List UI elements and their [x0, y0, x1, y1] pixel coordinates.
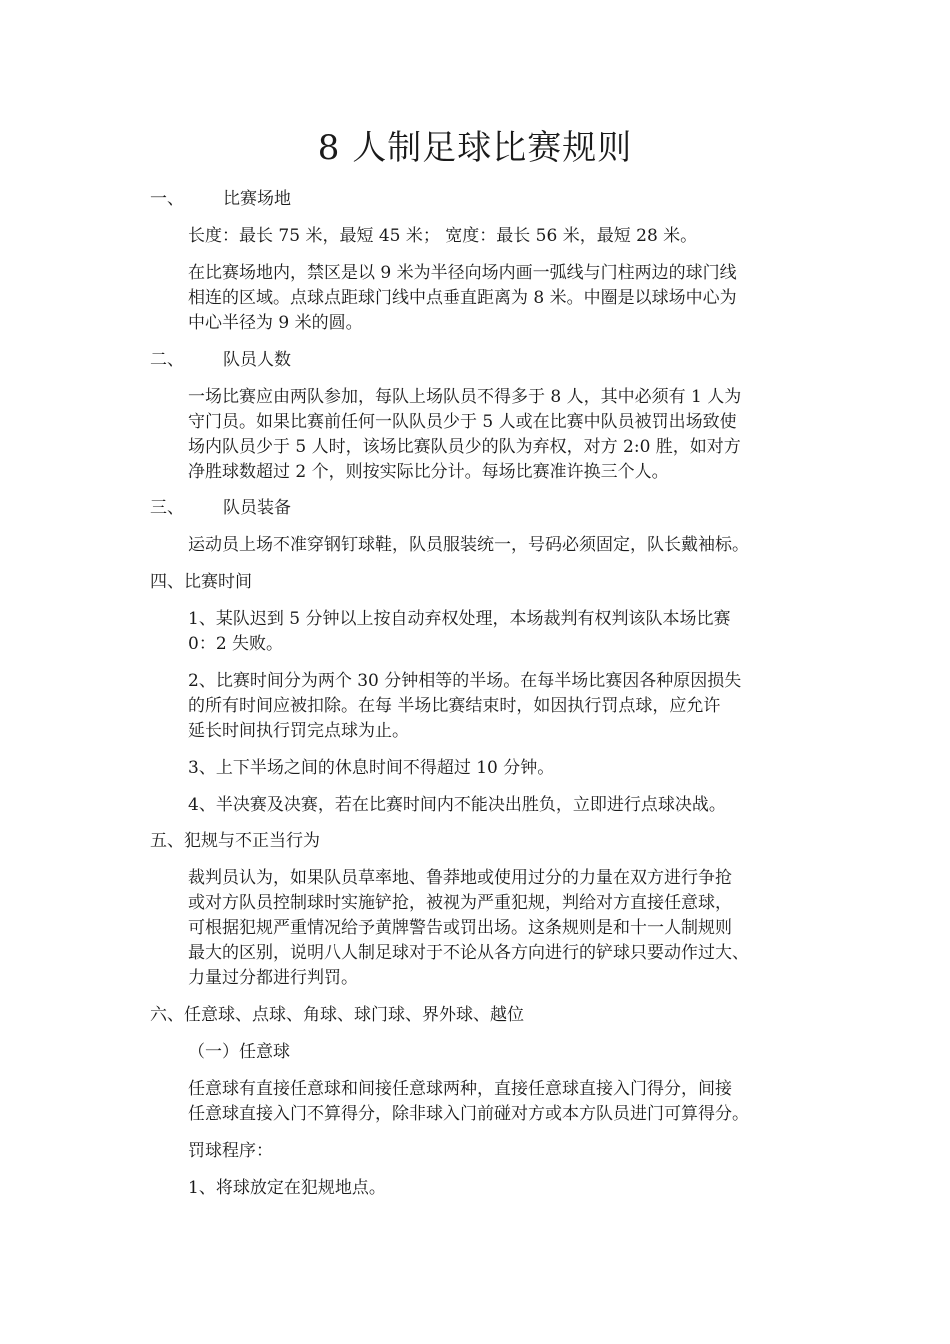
paragraph-line: 守门员。如果比赛前任何一队队员少于 5 人或在比赛中队员被罚出场致使 [188, 412, 737, 432]
section-number: 一、 [150, 189, 184, 209]
page-title: 8 人制足球比赛规则 [317, 128, 633, 168]
section-title: 队员人数 [223, 350, 291, 370]
paragraph-line: 任意球有直接任意球和间接任意球两种，直接任意球直接入门得分，间接 [188, 1079, 732, 1099]
paragraph-line: 延长时间执行罚完点球为止。 [188, 721, 409, 741]
paragraph-line: 或对方队员控制球时实施铲抢，被视为严重犯规，判给对方直接任意球， [188, 893, 732, 913]
subsection-heading: （一）任意球 [188, 1042, 290, 1062]
paragraph-line: 0：2 失败。 [188, 634, 284, 654]
paragraph-line: 2、比赛时间分为两个 30 分钟相等的半场。在每半场比赛因各种原因损失 [188, 671, 742, 691]
section-title: 队员装备 [223, 498, 291, 518]
section-heading: 六、任意球、点球、角球、球门球、界外球、越位 [150, 1005, 524, 1025]
section-number: 三、 [150, 498, 184, 518]
paragraph-line: 净胜球数超过 2 个，则按实际比分计。每场比赛准许换三个人。 [188, 462, 669, 482]
paragraph-line: 4、半决赛及决赛，若在比赛时间内不能决出胜负，立即进行点球决战。 [188, 795, 726, 815]
paragraph-line: 一场比赛应由两队参加，每队上场队员不得多于 8 人，其中必须有 1 人为 [188, 387, 742, 407]
section-heading [150, 496, 291, 520]
paragraph-line: 的所有时间应被扣除。在每 半场比赛结束时，如因执行罚点球，应允许 [188, 696, 721, 716]
paragraph-line: 中心半径为 9 米的圆。 [188, 313, 363, 333]
paragraph-line: 相连的区域。点球点距球门线中点垂直距离为 8 米。中圈是以球场中心为 [188, 288, 737, 308]
paragraph-line: 1、某队迟到 5 分钟以上按自动弃权处理，本场裁判有权判该队本场比赛 [188, 609, 731, 629]
paragraph-line: 可根据犯规严重情况给予黄牌警告或罚出场。这条规则是和十一人制规则 [188, 918, 732, 938]
paragraph-line: 裁判员认为，如果队员草率地、鲁莽地或使用过分的力量在双方进行争抢 [188, 868, 732, 888]
section-heading [150, 348, 291, 372]
paragraph-line: 任意球直接入门不算得分，除非球入门前碰对方或本方队员进门可算得分。 [188, 1104, 749, 1124]
section-title: 比赛场地 [223, 189, 291, 209]
paragraph-line: 场内队员少于 5 人时，该场比赛队员少的队为弃权，对方 2:0 胜，如对方 [188, 437, 741, 457]
section-heading: 五、犯规与不正当行为 [150, 831, 320, 851]
paragraph-line: 在比赛场地内，禁区是以 9 米为半径向场内画一弧线与门柱两边的球门线 [188, 263, 737, 283]
paragraph-line: 3、上下半场之间的休息时间不得超过 10 分钟。 [188, 758, 555, 778]
paragraph-line: 最大的区别，说明八人制足球对于不论从各方向进行的铲球只要动作过大、 [188, 943, 749, 963]
paragraph-line: 1、将球放定在犯规地点。 [188, 1178, 386, 1198]
paragraph-line: 力量过分都进行判罚。 [188, 968, 358, 988]
section-heading: 四、比赛时间 [150, 572, 252, 592]
section-heading [150, 187, 291, 211]
paragraph-line: 罚球程序： [188, 1141, 273, 1161]
paragraph-line: 运动员上场不准穿钢钉球鞋，队员服装统一，号码必须固定，队长戴袖标。 [188, 535, 749, 555]
paragraph-line: 长度：最长 75 米，最短 45 米； 宽度：最长 56 米，最短 28 米。 [188, 226, 698, 246]
section-number: 二、 [150, 350, 184, 370]
